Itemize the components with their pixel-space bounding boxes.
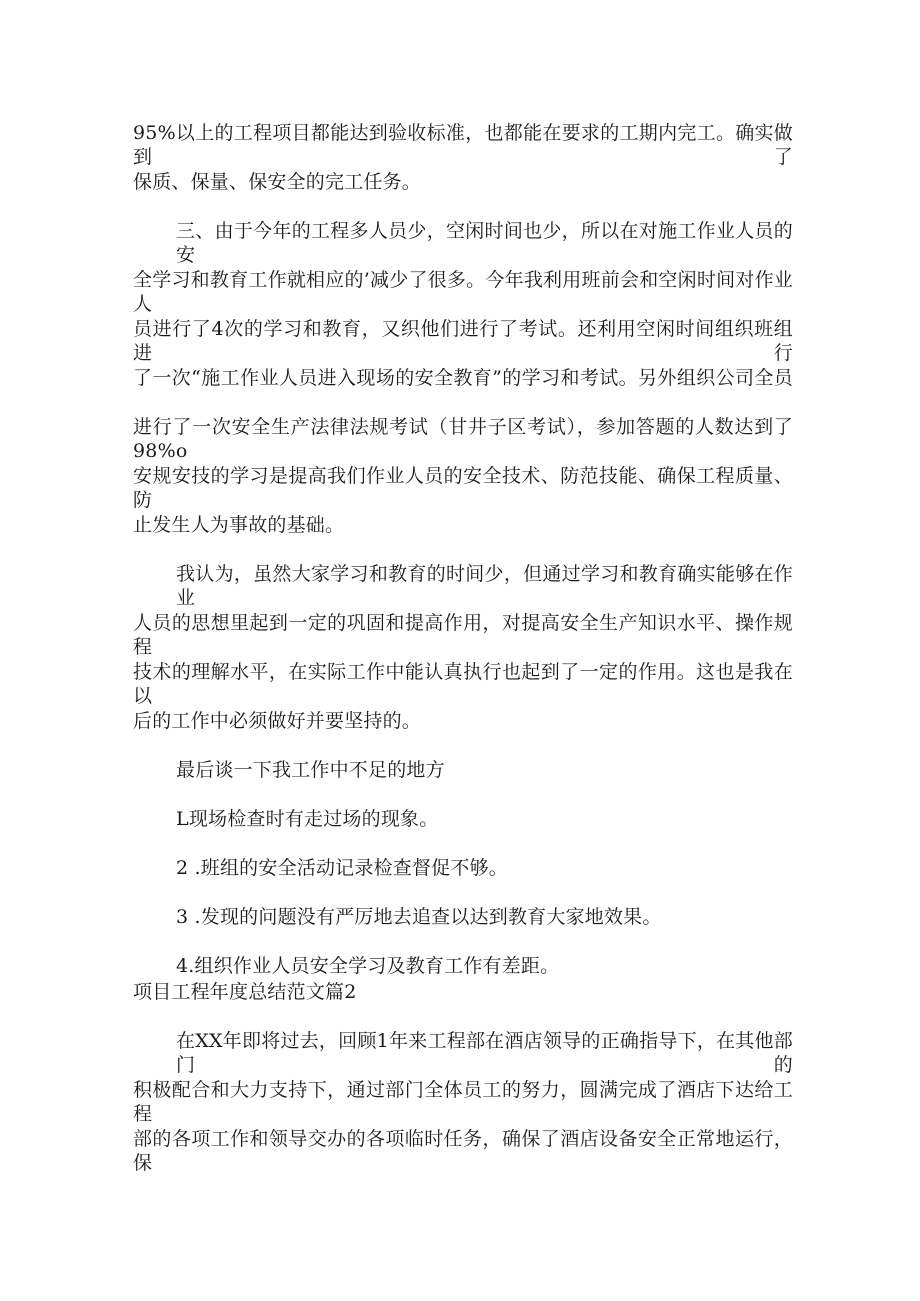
paragraph-line: 最后谈一下我工作中不足的地方 xyxy=(176,759,445,781)
paragraph-line: 后的工作中必须做好并要坚持的。 xyxy=(133,710,422,732)
list-item: 3 .发现的问题没有严厉地去追查以达到教育大家地效果。 xyxy=(176,906,662,928)
paragraph-line: 三、由于今年的工程多人员少，空闲时间也少，所以在对施工作业人员的安 xyxy=(176,220,793,266)
paragraph-line: 员进行了4次的学习和教育，又织他们进行了考试。还利用空闲时间组织班组进行 xyxy=(133,318,793,364)
paragraph-line: 人员的思想里起到一定的巩固和提高作用，对提高安全生产知识水平、操作规程 xyxy=(133,612,793,658)
paragraph-line: 我认为，虽然大家学习和教育的时间少，但通过学习和教育确实能够在作业 xyxy=(176,563,793,609)
list-item: 4.组织作业人员安全学习及教育工作有差距。 xyxy=(176,955,560,977)
list-item: L现场检查时有走过场的现象。 xyxy=(176,808,439,830)
section-heading: 项目工程年度总结范文篇2 xyxy=(133,981,357,1003)
paragraph-line: 在XX年即将过去，回顾1年来工程部在酒店领导的正确指导下，在其他部门的 xyxy=(176,1030,793,1076)
paragraph-line: 积极配合和大力支持下，通过部门全体员工的努力，圆满完成了酒店下达给工程 xyxy=(133,1079,793,1125)
paragraph-line: 全学习和教育工作就相应的’减少了很多。今年我利用班前会和空闲时间对作业人 xyxy=(133,269,793,315)
paragraph-line: 止发生人为事故的基础。 xyxy=(133,514,345,536)
paragraph-line: 95%以上的工程项目都能达到验收标准，也都能在要求的工期内完工。确实做到了 xyxy=(133,122,793,168)
list-item: 2 .班组的安全活动记录检查督促不够。 xyxy=(176,857,508,879)
paragraph-line: 安规安技的学习是提高我们作业人员的安全技术、防范技能、确保工程质量、防 xyxy=(133,465,793,511)
paragraph-line: 保质、保量、保安全的完工任务。 xyxy=(133,171,422,193)
paragraph-line: 进行了一次安全生产法律法规考试（甘井子区考试），参加答题的人数达到了98%o xyxy=(133,416,793,462)
paragraph-line: 部的各项工作和领导交办的各项临时任务，确保了酒店设备安全正常地运行，保 xyxy=(133,1128,793,1174)
paragraph-line: 技术的理解水平，在实际工作中能认真执行也起到了一定的作用。这也是我在以 xyxy=(133,661,793,707)
paragraph-line: 了一次“施工作业人员进入现场的安全教育”的学习和考试。另外组织公司全员 xyxy=(133,367,793,389)
